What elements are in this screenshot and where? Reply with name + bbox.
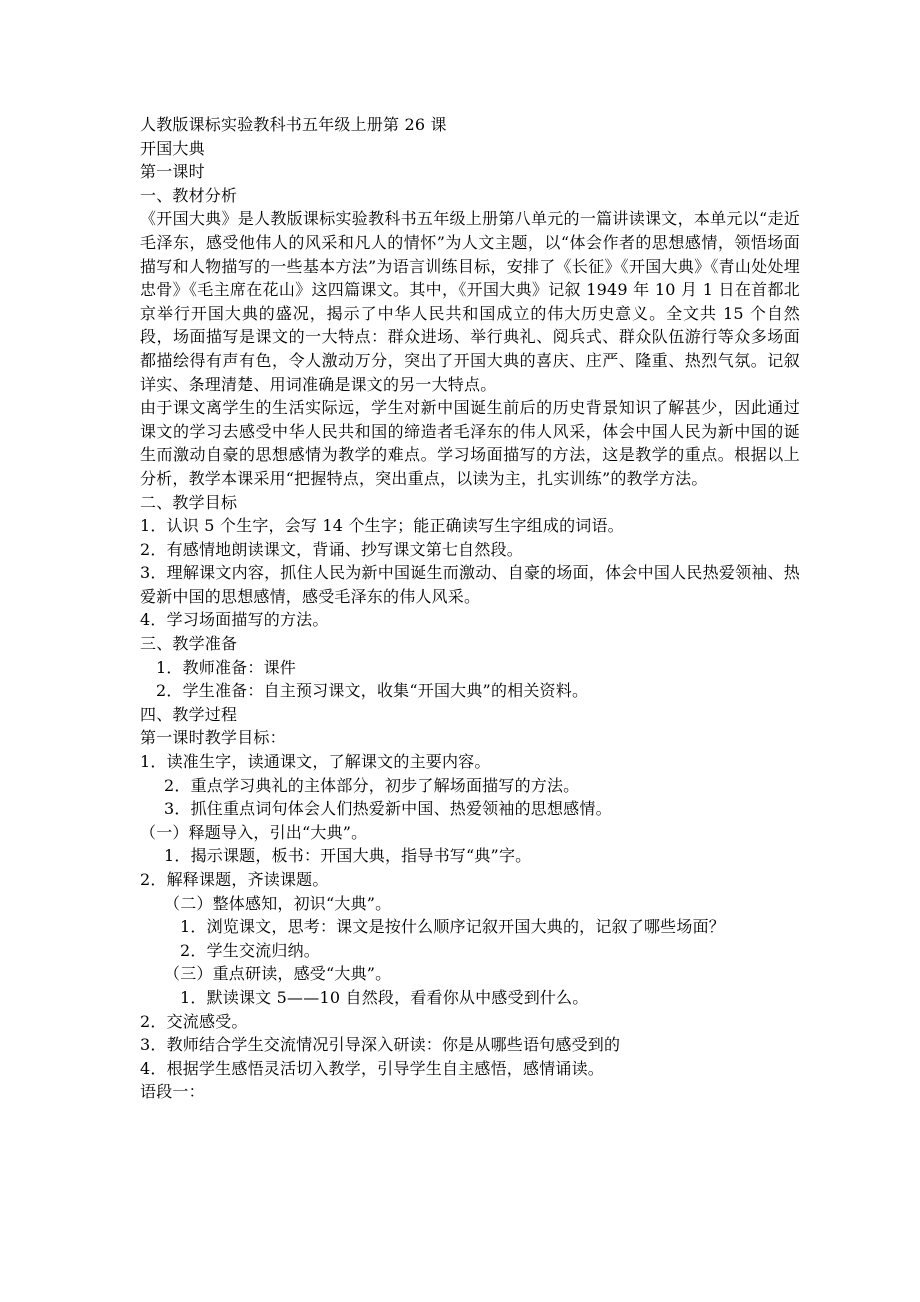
goal-item: 3．理解课文内容，抓住人民为新中国诞生而激动、自豪的场面，体会中国人民热爱领袖、热爱新中国的思想感情，感受毛泽东的伟人风采。	[140, 563, 800, 606]
section-heading-analysis: 一、教材分析	[140, 185, 238, 205]
step-item: 1．默读课文 5——10 自然段，看看你从中感受到什么。	[180, 987, 589, 1007]
segment-label: 语段一：	[140, 1082, 205, 1102]
prep-item: 1．教师准备：课件	[156, 657, 296, 677]
objectives-heading: 第一课时教学目标：	[140, 728, 286, 748]
step-item: 1．浏览课文，思考：课文是按什么顺序记叙开国大典的，记叙了哪些场面？	[180, 917, 725, 937]
goal-item: 2．有感情地朗读课文，背诵、抄写课文第七自然段。	[140, 539, 523, 559]
step-item: 3．教师结合学生交流情况引导深入研读：你是从哪些语句感受到的	[140, 1035, 621, 1055]
step-item: 2．学生交流归纳。	[180, 940, 320, 960]
step-heading: （一）释题导入，引出“大典”。	[140, 822, 368, 842]
objective-item: 1．读准生字，读通课文，了解课文的主要内容。	[140, 752, 491, 772]
lesson-label: 第一课时	[140, 162, 205, 182]
step-heading: （二）整体感知，初识“大典”。	[164, 893, 392, 913]
analysis-paragraph-1: 《开国大典》是人教版课标实验教科书五年级上册第八单元的一篇讲读课文，本单元以“走近毛泽东，感受他伟人的风采和凡人的情怀”为人文主题，以“体会作者的思想感情，领悟场面描写和人物描写的一些基本方法”为语言训练目标，安排了《长征》《开国大典》《青山处处埋忠骨》《毛主席在花山》这四篇课文。其中，《开国大典》记叙 1949 年 10 月 1 日在首都北京举行开国大典的盛况，揭示了中华人民共和国成立的伟大历史意义。全文共 15 个自然段，场面描写是课文的一大特点：群众进场、举行典礼、阅兵式、群众队伍游行等众多场面都描绘得有声有色，令人激动万分，突出了开国大典的喜庆、庄严、隆重、热烈气氛。记叙详实、条理清楚、用词准确是课文的另一大特点。	[140, 209, 800, 394]
step-heading: （三）重点研读，感受“大典”。	[164, 964, 392, 984]
step-item: 1．揭示课题，板书：开国大典，指导书写“典”字。	[164, 846, 532, 866]
goal-item: 4．学习场面描写的方法。	[140, 610, 329, 630]
goal-item: 1．认识 5 个生字，会写 14 个生字；能正确读写生字组成的词语。	[140, 516, 624, 536]
section-heading-process: 四、教学过程	[140, 704, 238, 724]
objective-item: 3．抓住重点词句体会人们热爱新中国、热爱领袖的思想感情。	[164, 799, 612, 819]
prep-item: 2．学生准备：自主预习课文，收集“开国大典”的相关资料。	[156, 681, 589, 701]
document-page	[140, 113, 800, 1104]
doc-title: 开国大典	[140, 138, 205, 158]
doc-header: 人教版课标实验教科书五年级上册第 26 课	[140, 115, 447, 134]
step-item: 2．解释课题，齐读课题。	[140, 870, 329, 889]
section-heading-goals: 二、教学目标	[140, 492, 238, 512]
analysis-paragraph-2: 由于课文离学生的生活实际远，学生对新中国诞生前后的历史背景知识了解甚少，因此通过课文的学习去感受中华人民共和国的缔造者毛泽东的伟人风采，体会中国人民为新中国的诞生而激动自豪的思想感情为教学的难点。学习场面描写的方法，这是教学的重点。根据以上分析，教学本课采用“把握特点，突出重点，以读为主，扎实训练”的教学方法。	[140, 398, 800, 488]
objective-item: 2．重点学习典礼的主体部分，初步了解场面描写的方法。	[164, 775, 580, 795]
step-item: 2．交流感受。	[140, 1011, 248, 1031]
step-item: 4．根据学生感悟灵活切入教学，引导学生自主感悟，感情诵读。	[140, 1058, 604, 1078]
section-heading-preparation: 三、教学准备	[140, 634, 238, 654]
